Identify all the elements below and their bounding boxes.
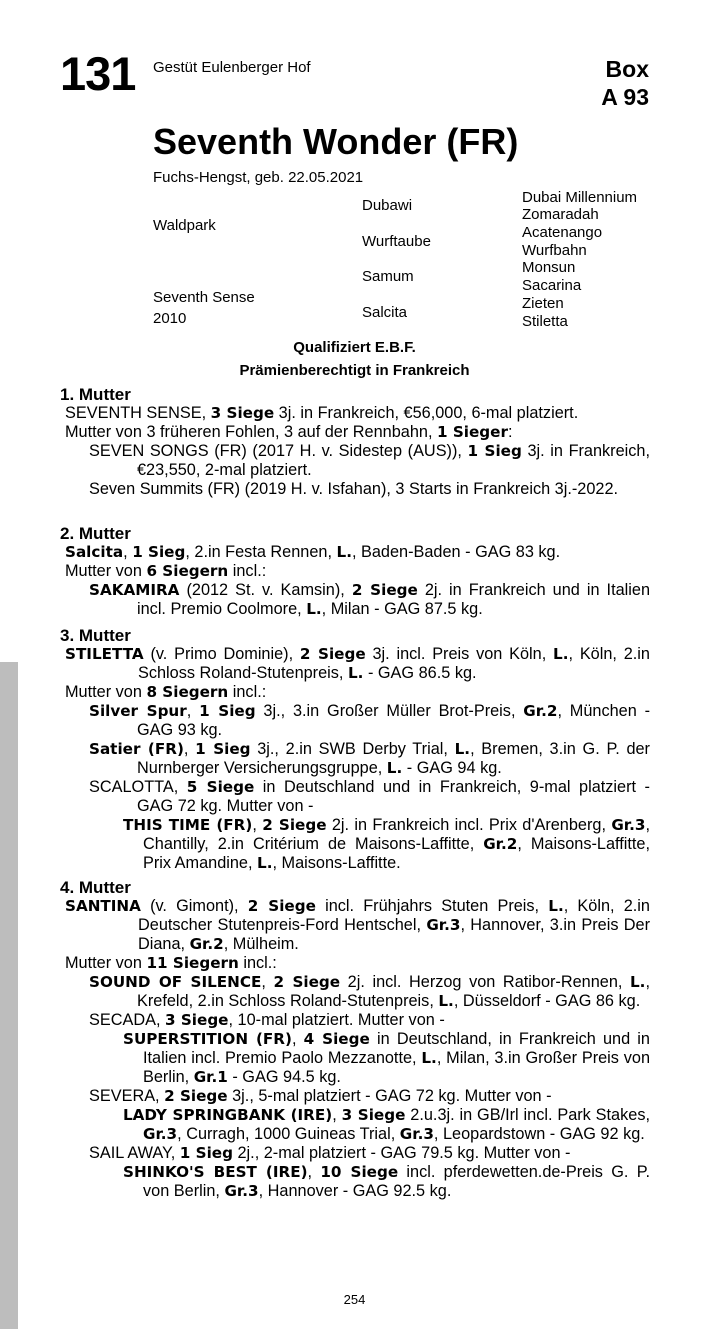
entry-text: incl. Frühjahrs Stuten Preis, bbox=[315, 897, 549, 915]
pedigree-gen2-4: Salcita bbox=[362, 304, 408, 321]
entry-text: SEVEN SONGS (FR) (2017 H. v. Sidestep (AUS)), bbox=[89, 442, 468, 460]
bold-text: L. bbox=[306, 600, 322, 618]
entry-text: SEVERA, bbox=[89, 1087, 165, 1105]
bold-text: L. bbox=[347, 664, 364, 682]
pedigree-entry bbox=[60, 1106, 650, 1144]
bold-text: 1 Sieg bbox=[199, 702, 256, 720]
entry-text: 3j., 5-mal platziert - GAG 72 kg. Mutter von - bbox=[227, 1087, 552, 1105]
entry-text: - GAG 94 kg. bbox=[402, 759, 502, 777]
entry-text: , bbox=[261, 973, 274, 991]
pedigree-entry bbox=[60, 562, 650, 581]
bold-text: 2 Siege bbox=[247, 897, 316, 915]
pedigree-gen2-1: Dubawi bbox=[362, 197, 413, 214]
entry-text: 2j., 2-mal platziert - GAG 79.5 kg. Mutter von - bbox=[232, 1144, 571, 1162]
bold-text: Gr.3 bbox=[611, 816, 646, 834]
entry-text: 2j. incl. Herzog von Ratibor-Rennen, bbox=[340, 973, 630, 991]
entry-text: 2.u.3j. in GB/Irl incl. Park Stakes, bbox=[405, 1106, 650, 1124]
bold-text: L. bbox=[438, 992, 454, 1010]
pedigree-gen2-3: Samum bbox=[362, 268, 414, 285]
bold-text: L. bbox=[421, 1049, 437, 1067]
bold-text: SUPERSTITION (FR) bbox=[123, 1030, 292, 1048]
entry-text: 3j., 2.in SWB Derby Trial, bbox=[250, 740, 455, 758]
section-heading: 4. Mutter bbox=[60, 878, 131, 897]
pedigree-entry bbox=[60, 543, 650, 562]
pedigree-entry bbox=[60, 1144, 650, 1163]
bold-text: 2 Siege bbox=[164, 1087, 228, 1105]
bold-text: 10 Siege bbox=[320, 1163, 399, 1181]
bold-text: STILETTA bbox=[65, 645, 144, 663]
box-label bbox=[601, 55, 649, 111]
entry-text: , Hannover - GAG 92.5 kg. bbox=[258, 1182, 452, 1200]
entry-text: Mutter von bbox=[65, 683, 147, 701]
bold-text: SHINKO'S BEST (IRE) bbox=[123, 1163, 308, 1181]
section-2nd-dam bbox=[60, 524, 650, 619]
entry-text: , Köln, 2.in Deutscher Stutenpreis-Ford Hentschel, bbox=[138, 897, 650, 934]
pedigree-entry bbox=[60, 1011, 650, 1030]
bold-text: 6 Siegern bbox=[146, 562, 229, 580]
bold-text: 1 Sieg bbox=[179, 1144, 233, 1162]
entry-text: - GAG 86.5 kg. bbox=[363, 664, 477, 682]
bold-text: 3 Siege bbox=[165, 1011, 229, 1029]
bold-text: L. bbox=[454, 740, 471, 758]
section-4th-dam bbox=[60, 878, 650, 1201]
qualification-france: Prämienberechtigt in Frankreich bbox=[239, 362, 470, 379]
entry-text: 3j. in Frankreich, €56,000, 6-mal platziert. bbox=[274, 404, 579, 422]
entry-text: , München - GAG 93 kg. bbox=[137, 702, 651, 739]
bold-text: 1 Sieg bbox=[467, 442, 522, 460]
entry-text: , bbox=[291, 1030, 304, 1048]
entry-text: Mutter von bbox=[65, 954, 147, 972]
bold-text: L. bbox=[257, 854, 273, 872]
bold-text: L. bbox=[386, 759, 403, 777]
pedigree-entry bbox=[60, 954, 650, 973]
entry-text: , Leopardstown - GAG 92 kg. bbox=[433, 1125, 645, 1143]
pedigree-gen3-6: Sacarina bbox=[522, 277, 582, 294]
pedigree-gen3-5: Monsun bbox=[522, 259, 576, 276]
pedigree-gen3-8: Stiletta bbox=[522, 313, 568, 330]
entry-text: Mutter von 3 früheren Fohlen, 3 auf der Rennbahn, bbox=[65, 423, 437, 441]
bold-text: L. bbox=[336, 543, 352, 561]
pedigree-entry bbox=[60, 1030, 650, 1087]
entry-text: , Baden-Baden - GAG 83 kg. bbox=[351, 543, 561, 561]
entry-text: , bbox=[123, 543, 133, 561]
sex-birthdate: Fuchs-Hengst, geb. 22.05.2021 bbox=[153, 169, 364, 186]
pedigree-entry bbox=[60, 683, 650, 702]
bold-text: 1 Sieg bbox=[195, 740, 251, 758]
entry-text: in Deutschland, in Frankreich und in Italien incl. Premio Paolo Mezzanotte, bbox=[143, 1030, 650, 1067]
bold-text: 11 Siegern bbox=[146, 954, 239, 972]
bold-text: LADY SPRINGBANK (IRE) bbox=[123, 1106, 333, 1124]
pedigree-dam-year: 2010 bbox=[153, 310, 187, 327]
entry-text: SECADA, bbox=[89, 1011, 166, 1029]
pedigree-entry bbox=[60, 1163, 650, 1201]
bold-text: THIS TIME (FR) bbox=[123, 816, 253, 834]
box-label-text: Box bbox=[605, 56, 649, 82]
bold-text: Gr.2 bbox=[523, 702, 558, 720]
section-heading: 2. Mutter bbox=[60, 524, 131, 543]
breeder-name: Gestüt Eulenberger Hof bbox=[153, 59, 311, 76]
bold-text: 2 Siege bbox=[351, 581, 418, 599]
pedigree-entry bbox=[60, 404, 650, 423]
bold-text: 1 Sieg bbox=[132, 543, 186, 561]
entry-text: (2012 St. v. Kamsin), bbox=[179, 581, 352, 599]
bold-text: 3 Siege bbox=[341, 1106, 406, 1124]
pedigree-gen3-4: Wurfbahn bbox=[522, 242, 587, 259]
pedigree-gen3-7: Zieten bbox=[522, 295, 564, 312]
bold-text: L. bbox=[630, 973, 646, 991]
entry-text: , Maisons-Laffitte, Prix Amandine, bbox=[143, 835, 650, 872]
entry-text: : bbox=[507, 423, 513, 441]
bold-text: Gr.3 bbox=[399, 1125, 434, 1143]
entry-text: incl.: bbox=[238, 954, 277, 972]
pedigree-entry bbox=[60, 480, 650, 499]
entry-text: , 2.in Festa Rennen, bbox=[185, 543, 337, 561]
entry-text: , Bremen, 3.in G. P. der Nurnberger Versicherungsgruppe, bbox=[137, 740, 650, 777]
pedigree-entry bbox=[60, 645, 650, 683]
entry-text: Seven Summits (FR) (2019 H. v. Isfahan), 3 Starts in Frankreich 3j.-2022. bbox=[89, 480, 619, 498]
pedigree-entry bbox=[60, 740, 650, 778]
bold-text: 2 Siege bbox=[273, 973, 341, 991]
bold-text: Gr.3 bbox=[143, 1125, 178, 1143]
entry-text: , Maisons-Laffitte. bbox=[272, 854, 401, 872]
entry-text: , Milan, 3.in Großer Preis von Berlin, bbox=[143, 1049, 651, 1086]
pedigree-gen3-3: Acatenango bbox=[522, 224, 603, 241]
entry-text: incl. pferdewetten.de-Preis G. P. von Berlin, bbox=[143, 1163, 650, 1200]
entry-text: Mutter von bbox=[65, 562, 147, 580]
bold-text: 4 Siege bbox=[303, 1030, 370, 1048]
entry-text: , 10-mal platziert. Mutter von - bbox=[228, 1011, 445, 1029]
pedigree-entry bbox=[60, 442, 650, 480]
bold-text: SANTINA bbox=[65, 897, 141, 915]
entry-text: , bbox=[332, 1106, 342, 1124]
pedigree-entry bbox=[60, 897, 650, 954]
bold-text: Gr.1 bbox=[193, 1068, 228, 1086]
entry-text: (v. Gimont), bbox=[140, 897, 248, 915]
page-number: 254 bbox=[343, 1292, 366, 1307]
section-heading: 1. Mutter bbox=[60, 385, 131, 404]
entry-text: 2j. in Frankreich und in Italien incl. Premio Coolmore, bbox=[137, 581, 651, 618]
pedigree-entry bbox=[60, 816, 650, 873]
bold-text: Salcita bbox=[65, 543, 124, 561]
bold-text: Silver Spur bbox=[89, 702, 187, 720]
entry-text: , Chantilly, 2.in Critérium de Maisons-Laffitte, bbox=[143, 816, 650, 853]
entry-text: , bbox=[183, 740, 196, 758]
entry-text: SEVENTH SENSE, bbox=[65, 404, 211, 422]
entry-text: 2j. in Frankreich incl. Prix d'Arenberg, bbox=[326, 816, 612, 834]
bold-text: Gr.3 bbox=[224, 1182, 259, 1200]
entry-text: 3j., 3.in Großer Müller Brot-Preis, bbox=[255, 702, 524, 720]
bold-text: 2 Siege bbox=[299, 645, 366, 663]
entry-text: 3j. incl. Preis von Köln, bbox=[365, 645, 554, 663]
section-1st-dam bbox=[60, 385, 650, 499]
entry-text: , Hannover, 3.in Preis Der Diana, bbox=[138, 916, 650, 953]
bold-text: Satier (FR) bbox=[89, 740, 184, 758]
entry-text: , bbox=[252, 816, 263, 834]
entry-text: , Düsseldorf - GAG 86 kg. bbox=[453, 992, 641, 1010]
entry-text: incl.: bbox=[228, 683, 267, 701]
pedigree-dam: Seventh Sense bbox=[153, 289, 255, 306]
entry-text: , Milan - GAG 87.5 kg. bbox=[321, 600, 483, 618]
pedigree-entry bbox=[60, 423, 650, 442]
bold-text: 1 Sieger bbox=[437, 423, 508, 441]
pedigree-entry bbox=[60, 973, 650, 1011]
bold-text: Gr.3 bbox=[426, 916, 461, 934]
entry-text: - GAG 94.5 kg. bbox=[227, 1068, 341, 1086]
entry-text: , Curragh, 1000 Guineas Trial, bbox=[177, 1125, 400, 1143]
pedigree-gen3-2: Zomaradah bbox=[522, 206, 599, 223]
side-tab-bar bbox=[0, 662, 18, 1329]
entry-text: in Deutschland und in Frankreich, 9-mal platziert - GAG 72 kg. Mutter von - bbox=[137, 778, 650, 815]
pedigree-sire: Waldpark bbox=[153, 217, 216, 234]
entry-text: , bbox=[307, 1163, 321, 1181]
bold-text: 5 Siege bbox=[186, 778, 255, 796]
bold-text: 3 Siege bbox=[210, 404, 275, 422]
section-3rd-dam bbox=[60, 626, 650, 873]
pedigree-entry bbox=[60, 581, 650, 619]
bold-text: SAKAMIRA bbox=[89, 581, 180, 599]
entry-text: , bbox=[186, 702, 200, 720]
lot-number: 131 bbox=[60, 47, 136, 100]
bold-text: 8 Siegern bbox=[146, 683, 229, 701]
pedigree-entry bbox=[60, 702, 650, 740]
entry-text: (v. Primo Dominie), bbox=[143, 645, 300, 663]
pedigree-gen3-1: Dubai Millennium bbox=[522, 189, 638, 206]
bold-text: 2 Siege bbox=[262, 816, 327, 834]
entry-text: incl.: bbox=[228, 562, 267, 580]
bold-text: Gr.2 bbox=[189, 935, 224, 953]
entry-text: , Köln, 2.in Schloss Roland-Stutenpreis, bbox=[138, 645, 650, 682]
entry-text: , Mülheim. bbox=[223, 935, 299, 953]
bold-text: L. bbox=[553, 645, 569, 663]
box-number: A 93 bbox=[601, 84, 649, 110]
qualification-ebf: Qualifiziert E.B.F. bbox=[293, 339, 416, 356]
horse-name: Seventh Wonder (FR) bbox=[153, 121, 519, 162]
bold-text: SOUND OF SILENCE bbox=[89, 973, 262, 991]
entry-text: SAIL AWAY, bbox=[89, 1144, 180, 1162]
bold-text: Gr.2 bbox=[483, 835, 518, 853]
entry-text: SCALOTTA, bbox=[89, 778, 187, 796]
entry-text: 3j. in Frankreich, €23,550, 2-mal platziert. bbox=[137, 442, 650, 479]
entry-text: , Krefeld, 2.in Schloss Roland-Stutenpreis, bbox=[137, 973, 650, 1010]
section-heading: 3. Mutter bbox=[60, 626, 131, 645]
pedigree-entry bbox=[60, 1087, 650, 1106]
pedigree-gen2-2: Wurftaube bbox=[362, 233, 431, 250]
pedigree-entry bbox=[60, 778, 650, 816]
bold-text: L. bbox=[548, 897, 564, 915]
